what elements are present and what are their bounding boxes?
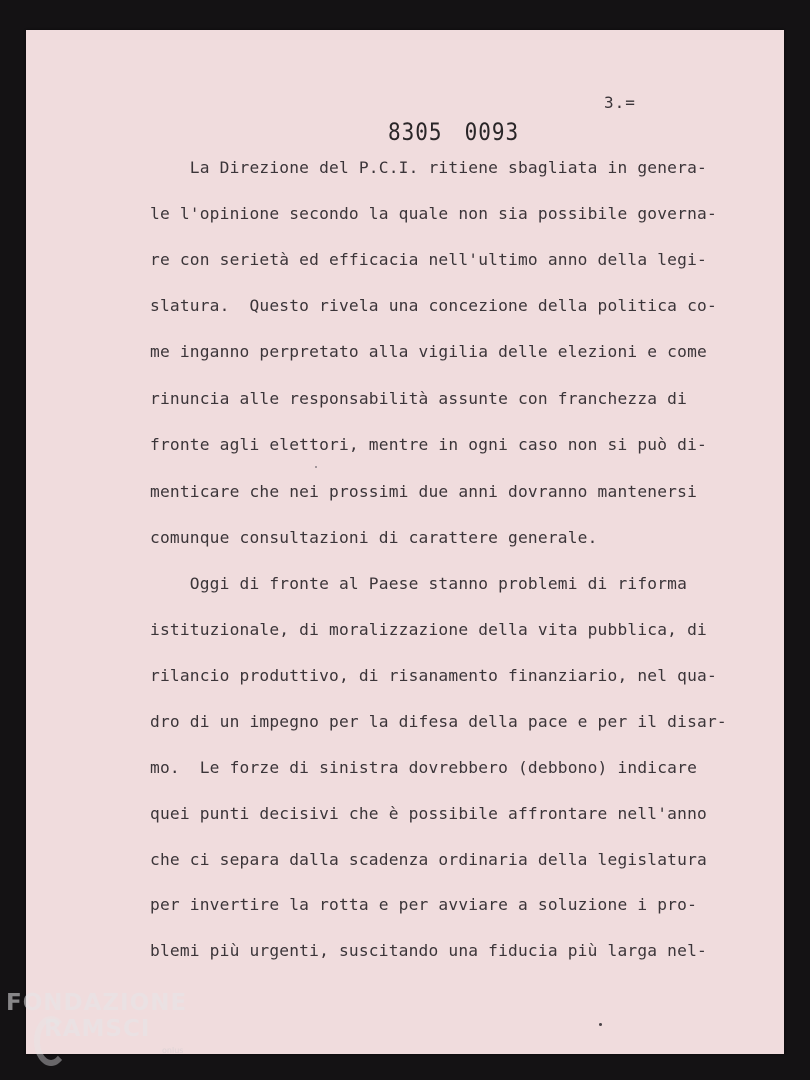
text-line: menticare che nei prossimi due anni dovranno mantenersi <box>150 482 698 501</box>
text-line: slatura. Questo rivela una concezione della politica co- <box>150 296 717 315</box>
logo-line-1: FONDAZIONE <box>6 990 188 1016</box>
text-line: comunque consultazioni di carattere generale. <box>150 528 598 547</box>
logo-line-3: onlus <box>162 1046 184 1055</box>
logo-line-2: RAMSCI <box>44 1016 151 1042</box>
text-line: fronte agli elettori, mentre in ogni caso non si può di- <box>150 435 707 454</box>
text-line: Oggi di fronte al Paese stanno problemi di riforma <box>150 574 688 593</box>
text-line: rinuncia alle responsabilità assunte con franchezza di <box>150 389 688 408</box>
archive-code-part-2: 0093 <box>464 118 520 146</box>
page-number: 3.= <box>604 93 636 112</box>
text-line: le l'opinione secondo la quale non sia possibile governa- <box>150 204 717 223</box>
ink-speck <box>315 466 317 468</box>
ink-speck <box>599 1023 602 1026</box>
fondazione-gramsci-logo <box>6 990 206 1070</box>
text-line: per invertire la rotta e per avviare a soluzione i pro- <box>150 895 698 914</box>
text-line: quei punti decisivi che è possibile affrontare nell'anno <box>150 804 707 823</box>
text-line: che ci separa dalla scadenza ordinaria della legislatura <box>150 850 707 869</box>
text-line: rilancio produttivo, di risanamento finanziario, nel qua- <box>150 666 717 685</box>
text-line: mo. Le forze di sinistra dovrebbero (debbono) indicare <box>150 758 698 777</box>
text-line: dro di un impegno per la difesa della pace e per il disar- <box>150 712 727 731</box>
text-line: blemi più urgenti, suscitando una fiducia più larga nel- <box>150 941 707 960</box>
text-line: re con serietà ed efficacia nell'ultimo anno della legi- <box>150 250 707 269</box>
text-line: istituzionale, di moralizzazione della vita pubblica, di <box>150 620 707 639</box>
archive-code-part-1: 8305 <box>388 118 443 146</box>
text-line: La Direzione del P.C.I. ritiene sbagliata in genera- <box>150 158 707 177</box>
text-line: me inganno perpretato alla vigilia delle elezioni e come <box>150 342 707 361</box>
